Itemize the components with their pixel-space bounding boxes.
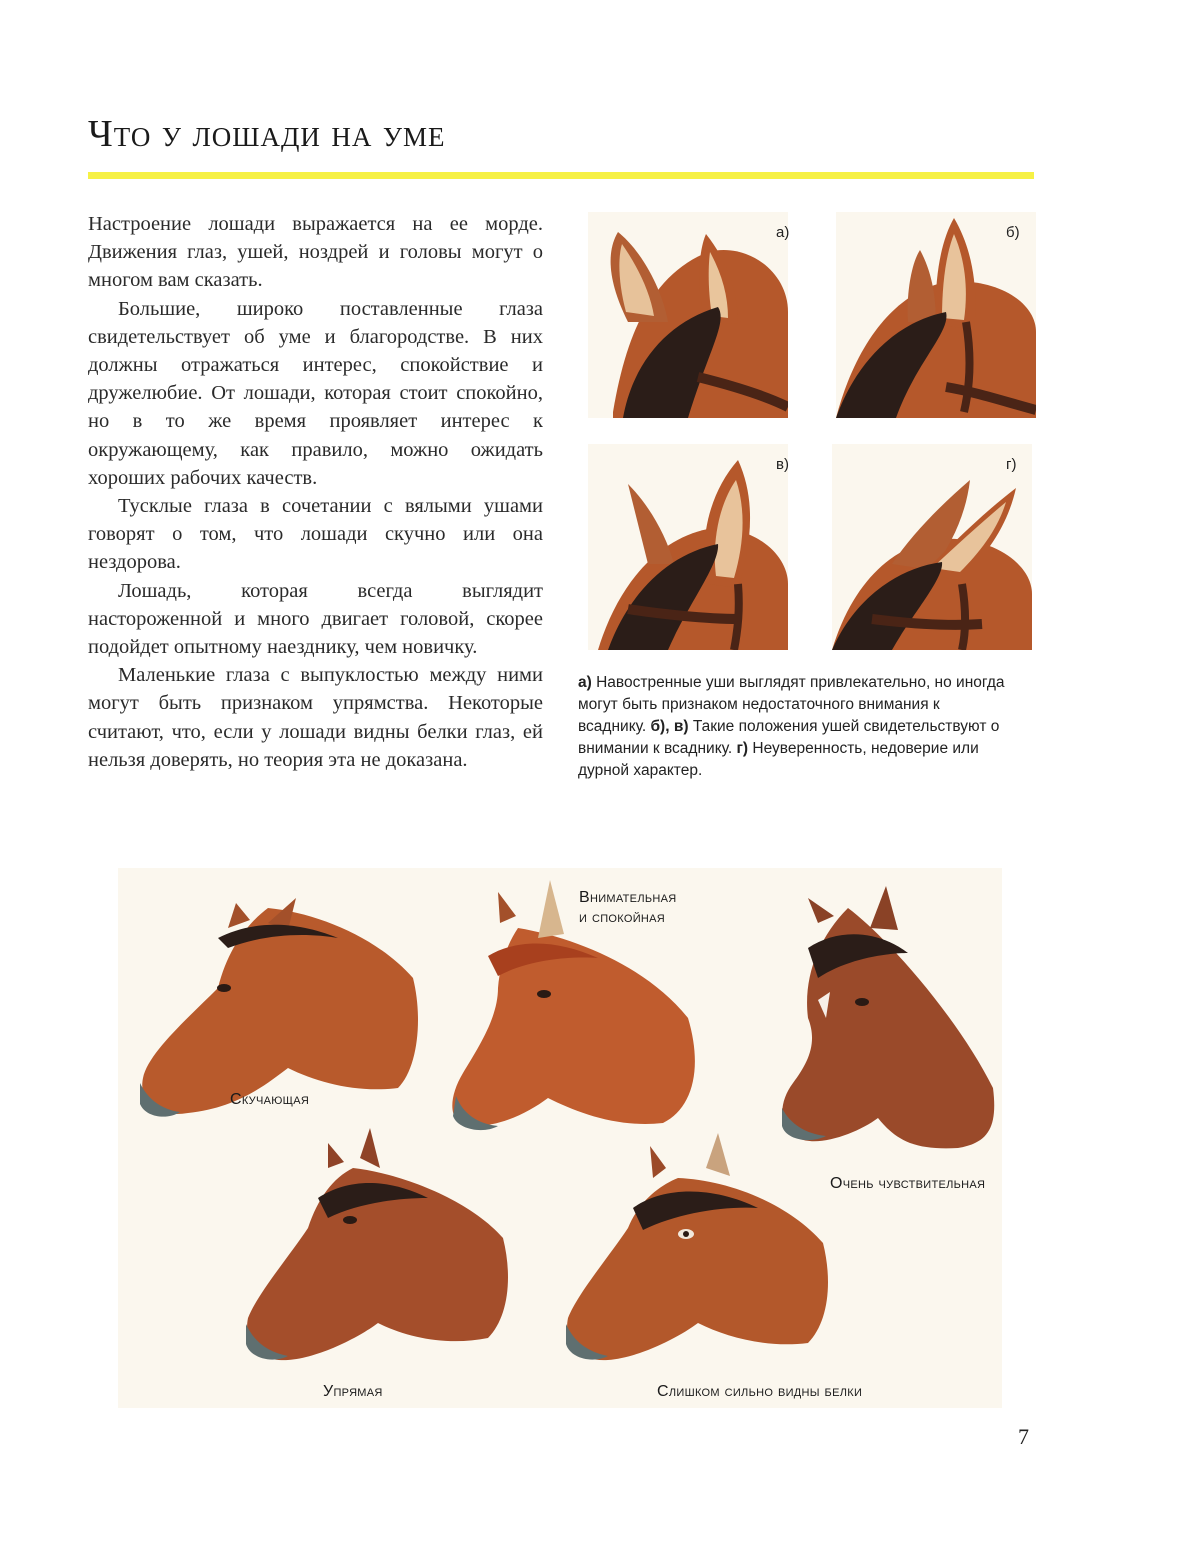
ear-label-b: б) (1006, 224, 1020, 241)
label-sensitive: Очень чувствительная (830, 1175, 986, 1192)
caption-text-a: Навостренные уши выглядят привлекательно, но иногда могут быть признаком недостаточного внимания к всаднику. (578, 674, 1005, 735)
label-bored: Скучающая (230, 1091, 310, 1108)
ear-caption (578, 672, 1010, 782)
paragraph-1: Настроение лошади выражается на ее морде. Движения глаз, ушей, ноздрей и головы могут о многом вам сказать. (88, 213, 543, 292)
page-number: 7 (1018, 1424, 1029, 1449)
horse-head-bored (140, 898, 418, 1117)
caption-marker-bv: б), в) (650, 718, 689, 735)
page-title: Что у лошади на уме (88, 113, 446, 155)
paragraph-5: Маленькие глаза с выпуклостью между ними могут быть признаком упрямства. Некоторые считают, что, если у лошади видны белки глаз, ей нельзя доверять, но теория эта не доказана. (88, 664, 543, 771)
paragraph-2: Большие, широко поставленные глаза свидетельствует об уме и благородстве. В них должны отражаться интерес, спокойствие и дружелюбие. От лошади, которая стоит спокойно, но в то же время проявляет интерес к окружающему, как правило, можно ожидать хороших рабочих качеств. (88, 297, 543, 489)
ear-illustration-b (836, 212, 1036, 418)
horse-head-sensitive (782, 886, 994, 1148)
horse-head-stubborn (246, 1128, 508, 1360)
label-attentive-line2: и спокойная (579, 909, 666, 926)
horse-head-whites (566, 1133, 828, 1360)
ear-illustration-g (832, 444, 1032, 650)
paragraph-3: Тусклые глаза в сочетании с вялыми ушами говорят о том, что лошади скучно или она нездорова. (88, 495, 543, 574)
ear-illustration-a (588, 212, 788, 418)
body-text (88, 210, 543, 774)
ear-illustration-v (588, 444, 788, 650)
ear-label-g: г) (1006, 456, 1017, 473)
paragraph-4: Лошадь, которая всегда выглядит настороженной и много двигает головой, скорее подойдет опытному наезднику, чем новичку. (88, 579, 543, 659)
caption-marker-g: г) (736, 740, 749, 757)
ear-label-a: а) (776, 224, 790, 241)
label-whites: Слишком сильно видны белки (657, 1383, 863, 1400)
caption-text-g: Неуверенность, недоверие или дурной характер. (578, 740, 979, 779)
label-stubborn: Упрямая (323, 1383, 383, 1400)
caption-text-bv: Такие положения ушей свидетельствуют о внимании к всаднику. (578, 718, 1000, 757)
label-attentive-line1: Внимательная (579, 889, 677, 906)
title-underline (88, 172, 1034, 179)
ear-label-v: в) (776, 456, 789, 473)
caption-marker-a: а) (578, 674, 592, 691)
horse-heads-illustration (118, 868, 1002, 1408)
